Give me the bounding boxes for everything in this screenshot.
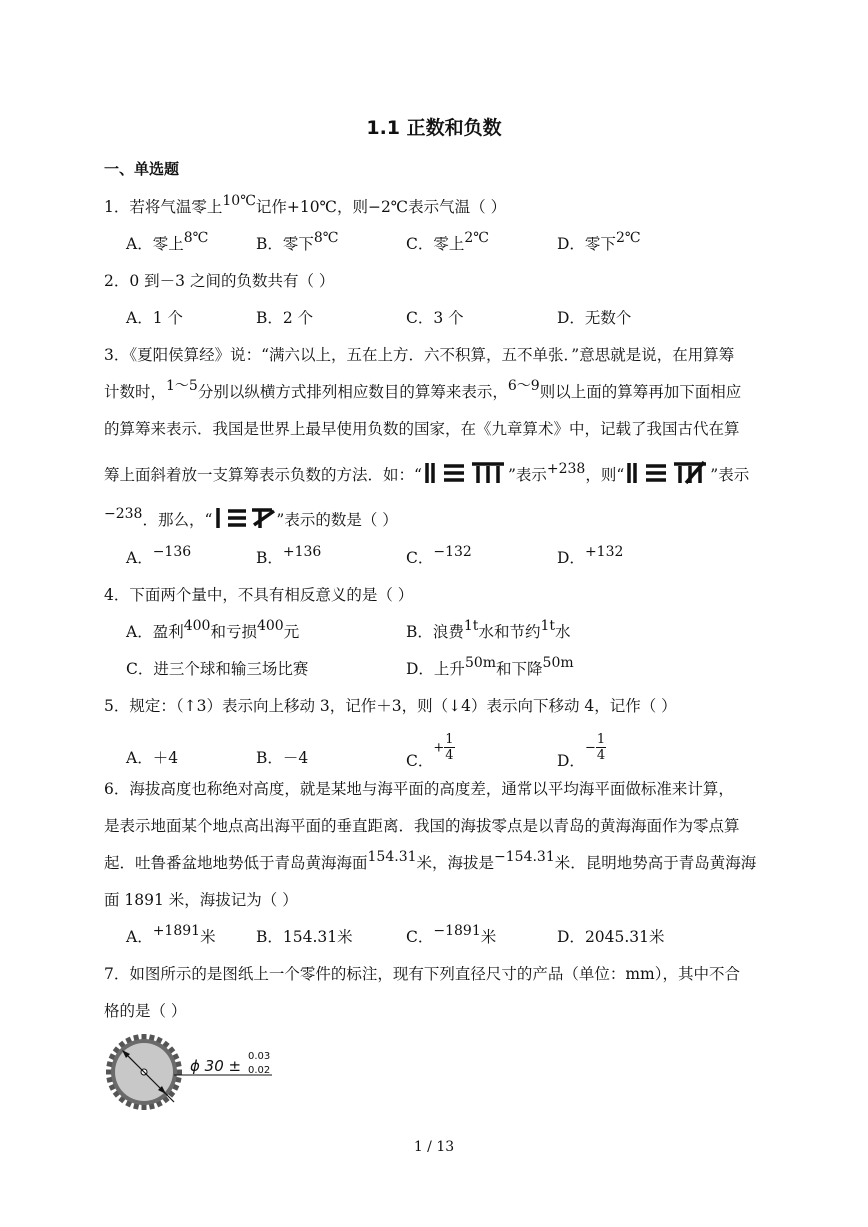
q3-option-a[interactable] [126,546,191,568]
text: 计数时， [104,383,167,401]
counting-rods-238-icon [422,460,508,486]
tolerance-lower: 0.02 [248,1065,271,1076]
option-value: 8℃ [313,230,339,246]
text: 米，海拔是 [416,854,495,872]
text: 米．昆明地势高于青岛黄海海 [554,854,757,872]
option-value: −136 [152,544,192,560]
option-value: 400 [256,618,284,634]
option-value: 1t [540,618,555,634]
q6-option-a[interactable] [126,925,216,947]
q1-value-3: −2℃ [367,198,409,216]
fraction [444,732,454,763]
q6-option-c[interactable] [406,925,496,947]
q3-line-1: 3．《夏阳侯算经》说：“满六以上，五在上方．六不积算，五不单张．”意思就是说，在用算筹 [104,346,735,364]
q6-line-2: 是表示地面某个地点高出海平面的垂直距离．我国的海拔零点是以青岛的黄海海面作为零点算 [104,817,740,835]
option-label: C． [406,549,434,567]
option-label: A． [126,928,153,946]
question-1 [104,195,506,217]
option-value: +1891 [152,923,201,939]
q6-option-b[interactable] [256,925,353,947]
sign: − [584,740,596,756]
option-value: 2℃ [615,230,641,246]
q1-value-2: +10℃ [286,198,337,216]
q1-value-1: 10℃ [222,193,256,209]
option-label: C． [406,751,434,770]
value: 6～9 [507,378,540,394]
option-value: 1t [463,618,479,634]
q2-option-a[interactable]: A．1 个 [126,309,183,327]
text: 筹上面斜着放一支算筹表示负数的方法．如：“ [104,466,422,484]
fraction [596,732,606,763]
option-label: D． [557,751,585,770]
q5-option-a[interactable]: A．＋4 [126,749,179,767]
q6-option-d[interactable] [557,925,665,947]
option-label: A． [126,549,153,567]
option-value: 400 [183,618,211,634]
option-label: B．浪费 [406,623,464,641]
q3-option-c[interactable] [406,546,472,568]
text: 则以上面的算筹再加下面相应 [539,383,742,401]
counting-rods-negative-238-icon [624,460,710,486]
tolerance-upper: 0.03 [248,1051,271,1062]
option-unit: 米 [649,928,665,946]
q4-option-c[interactable]: C．进三个球和输三场比赛 [126,660,309,678]
option-text: 和亏损 [210,623,257,641]
option-text: 元 [283,623,300,641]
q7-line-2: 格的是（ ） [104,1002,187,1020]
q3-option-b[interactable] [256,546,321,568]
counting-rods-question-icon [212,505,276,531]
gear-diagram [100,1030,280,1114]
option-value: 50m [464,655,497,671]
option-value: 154.31 [282,928,338,946]
option-value: 2045.31 [584,928,650,946]
q3-line-3: 的算筹来表示．我国是世界上最早使用负数的国家，在《九章算术》中，记载了我国古代在算 [104,420,740,438]
option-value: 50m [542,655,574,671]
q2-option-b[interactable]: B．2 个 [256,309,314,327]
dimension-label: ϕ 30 ± [190,1057,242,1075]
q2-option-d[interactable]: D．无数个 [557,309,632,327]
q3-line-5 [104,505,398,531]
text: 起．吐鲁番盆地地势低于青岛黄海海面 [104,854,368,872]
text: 分别以纵横方式排列相应数目的算筹来表示， [197,383,508,401]
value: 154.31 [367,849,417,865]
question-5: 5．规定：（↑3）表示向上移动 3，记作＋3，则（↓4）表示向下移动 4，记作（ ） [104,697,677,715]
question-4: 4．下面两个量中，不具有相反意义的是（ ） [104,586,414,604]
q1-text-b: 记作 [255,198,287,216]
q1-option-d[interactable] [557,232,641,254]
option-text: 水和节约 [478,623,541,641]
q6-line-3 [104,851,756,873]
option-label: A．盈利 [126,623,184,641]
q5-option-b[interactable]: B．－4 [256,749,309,767]
option-unit: 米 [337,928,353,946]
q4-option-b[interactable] [406,620,571,642]
option-label: D． [557,928,585,946]
option-label: C． [406,928,434,946]
option-label: B．零下 [256,235,314,253]
option-label: A．零上 [126,235,184,253]
option-label: D．零下 [557,235,616,253]
q6-line-1: 6．海拔高度也称绝对高度，就是某地与海平面的高度差，通常以平均海平面做标准来计算， [104,780,734,798]
q4-option-d[interactable] [406,657,574,679]
text: ”表示 [507,466,547,484]
page-number: 1 / 13 [413,1139,455,1155]
text: ．那么，“ [142,511,213,529]
option-label: D．上升 [406,660,465,678]
q3-line-2 [104,380,741,402]
section-heading: 一、单选题 [104,160,180,178]
text: ，则“ [585,466,625,484]
q5-option-d[interactable] [557,732,606,770]
q4-option-a[interactable] [126,620,299,642]
question-2: 2．0 到－3 之间的负数共有（ ） [104,272,335,290]
denominator: 4 [445,748,454,763]
value: −154.31 [494,849,555,865]
q5-option-c[interactable] [406,732,455,770]
option-value: 2℃ [464,230,489,246]
option-label: C．零上 [406,235,465,253]
q3-option-d[interactable] [557,546,623,568]
option-value: −1891 [433,923,481,939]
option-label: B． [256,928,283,946]
option-label: B． [256,549,283,567]
option-text: 水 [555,623,571,641]
option-value: 8℃ [183,230,209,246]
option-text: 和下降 [496,660,543,678]
value: +238 [546,461,586,477]
option-unit: 米 [480,928,497,946]
numerator: 1 [445,732,454,747]
q1-text-d: 表示气温（ ） [408,198,507,216]
q1-text-c: ，则 [336,198,368,216]
value: −238 [104,506,143,522]
denominator: 4 [596,748,606,763]
option-label: D． [557,549,585,567]
q7-line-1: 7．如图所示的是图纸上一个零件的标注，现有下列直径尺寸的产品（单位：mm），其中不合 [104,965,741,983]
text: ”表示 [710,466,750,484]
q2-option-c[interactable]: C．3 个 [406,309,464,327]
option-value: −132 [433,544,472,560]
q3-line-4 [104,460,749,486]
value: 1～5 [166,378,198,394]
numerator: 1 [596,732,606,747]
page-title: 1.1 正数和负数 [366,117,502,139]
option-value: +132 [584,544,624,560]
q1-option-a[interactable] [126,232,208,254]
q1-option-c[interactable] [406,232,489,254]
q1-option-b[interactable] [256,232,338,254]
q6-line-4: 面 1891 米，海拔记为（ ） [104,891,298,909]
sign: + [433,740,445,756]
option-value: +136 [282,544,322,560]
text: ”表示的数是（ ） [276,511,398,529]
q1-text-a: 1．若将气温零上 [104,198,223,216]
option-unit: 米 [200,928,216,946]
